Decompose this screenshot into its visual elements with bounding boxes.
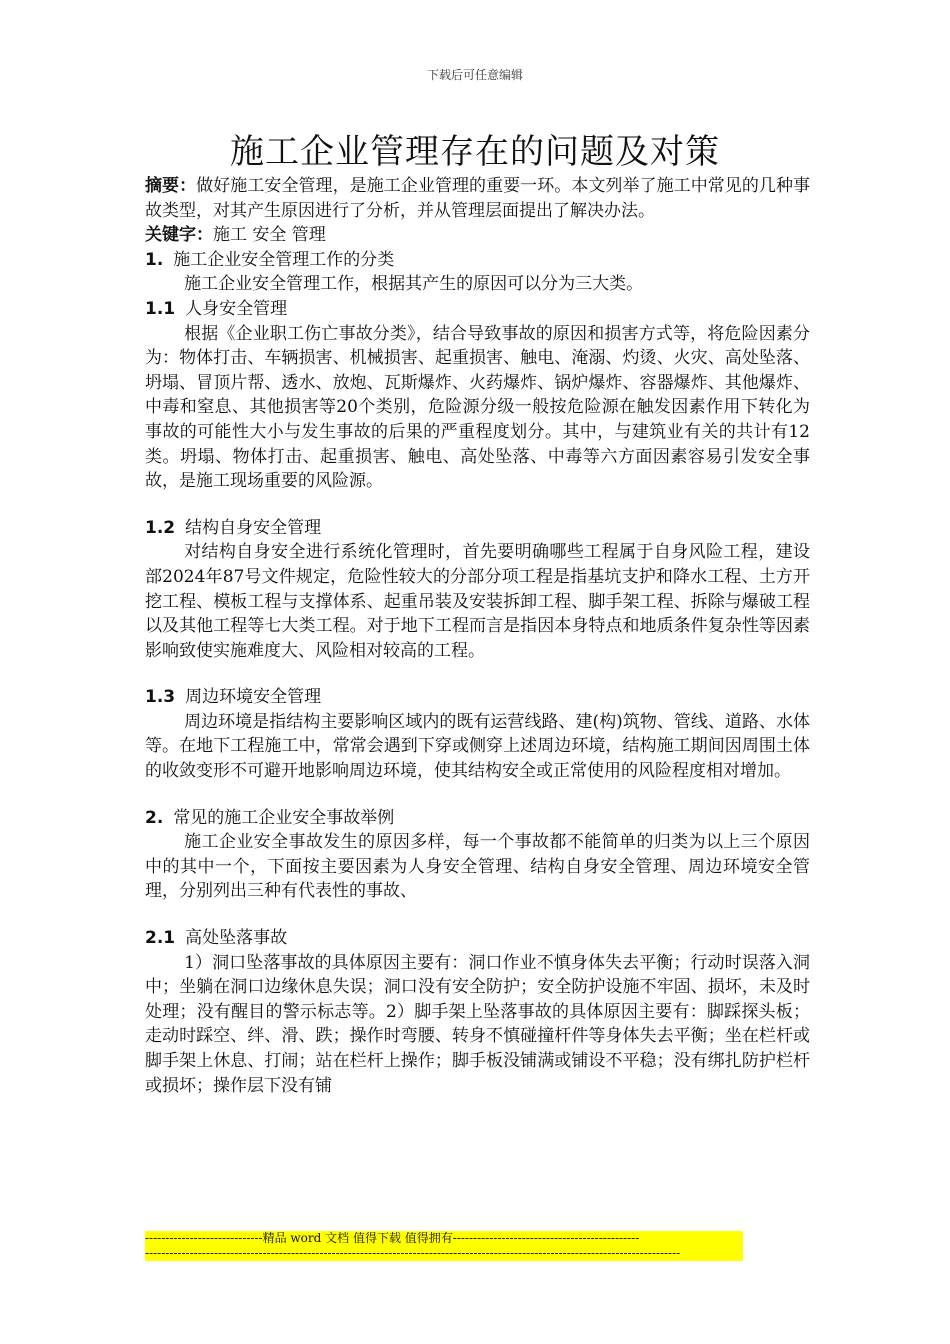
- abstract: [145, 174, 810, 223]
- keywords-label: 关键字：: [145, 225, 213, 246]
- section-body-1: 施工企业安全管理工作，根据其产生的原因可以分为三大类。: [184, 274, 644, 295]
- section-heading-2-1: [145, 926, 810, 951]
- section-body-1-1: 根据《企业职工伤亡事故分类》，结合导致事故的原因和损害方式等，将危险因素分为：物体打击、车辆损害、机械损害、起重损害、触电、淹溺、灼烫、火灾、高处坠落、坍塌、冒顶片帮、透水、放炮、瓦斯爆炸、火药爆炸、锅炉爆炸、容器爆炸、其他爆炸、中毒和窒息、其他损害等20个类别，危险源分级一般按危险源在触发因素作用下转化为事故的可能性大小与发生事故的后果的严重程度划分。其中，与建筑业有关的共计有12类。坍塌、物体打击、起重损害、触电、高处坠落、中毒等六方面因素容易引发安全事故，是施工现场重要的风险源。: [145, 323, 810, 492]
- keywords: [145, 223, 810, 248]
- section-body-2-1: 1）洞口坠落事故的具体原因主要有：洞口作业不慎身体失去平衡；行动时误落入洞中；坐躺在洞口边缘休息失误；洞口没有安全防护；安全防护设施不牢固、损坏，未及时处理；没有醒目的警示标志等。2）脚手架上坠落事故的具体原因主要有：脚踩探头板；走动时踩空、绊、滑、跌；操作时弯腰、转身不慎碰撞杆件等身体失去平衡；坐在栏杆或脚手架上休息、打闹；站在栏杆上操作；脚手板没铺满或铺设不平稳；没有绑扎防护栏杆或损坏；操作层下没有铺: [145, 952, 810, 1096]
- section-number: 1.1: [145, 298, 176, 319]
- keywords-text: 施工 安全 管理: [213, 225, 326, 246]
- section-heading-1-3: [145, 685, 810, 710]
- section-title: 结构自身安全管理: [185, 517, 322, 538]
- section-title: 高处坠落事故: [185, 928, 288, 949]
- section-number: 2.1: [145, 928, 176, 949]
- section-title: 常见的施工企业安全事故举例: [173, 807, 395, 828]
- section-body-1-3: 周边环境是指结构主要影响区域内的既有运营线路、建(构)筑物、管线、道路、水体等。在地下工程施工中，常常会遇到下穿或侧穿上述周边环境，结构施工期间因周围土体的收敛变形不可避开地影响周边环境，使其结构安全或正常使用的风险程度相对增加。: [145, 711, 810, 782]
- section-heading-1-1: [145, 297, 810, 322]
- section-heading-1: [145, 248, 810, 273]
- abstract-text: 做好施工安全管理，是施工企业管理的重要一环。本文列举了施工中常见的几种事故类型，对其产生原因进行了分析，并从管理层面提出了解决办法。: [145, 176, 811, 221]
- section-title: 施工企业安全管理工作的分类: [173, 249, 395, 270]
- section-number: 1.: [145, 249, 164, 270]
- section-heading-2: [145, 806, 810, 831]
- section-body-2: 施工企业安全事故发生的原因多样，每一个事故都不能简单的归类为以上三个原因中的其中一个，下面按主要因素为人身安全管理、结构自身安全管理、周边环境安全管理，分别列出三种有代表性的事故、: [145, 832, 810, 902]
- document-title: 施工企业管理存在的问题及对策: [230, 132, 720, 172]
- section-title: 人身安全管理: [185, 298, 288, 319]
- footer-line-2: ------------------------------------------------------------------------------------------------------------------------------------: [145, 1246, 743, 1261]
- section-body-1-2: 对结构自身安全进行系统化管理时，首先要明确哪些工程属于自身风险工程，建设部2024年87号文件规定，危险性较大的分部分项工程是指基坑支护和降水工程、土方开挖工程、模板工程与支撑体系、起重吊装及安装拆卸工程、脚手架工程、拆除与爆破工程以及其他工程等七大类工程。对于地下工程而言是指因本身特点和地质条件复杂性等因素影响致使实施难度大、风险相对较高的工程。: [145, 542, 810, 661]
- footer-banner: [145, 1231, 743, 1261]
- header-note: 下载后可任意编辑: [426, 68, 523, 82]
- abstract-label: 摘要：: [145, 176, 197, 196]
- footer-line-1: -----------------------------精品 word 文档 值得下载 值得拥有----------------------------------------------: [145, 1231, 743, 1246]
- section-number: 1.2: [145, 517, 176, 538]
- section-number: 1.3: [145, 687, 176, 708]
- section-title: 周边环境安全管理: [185, 687, 322, 708]
- section-heading-1-2: [145, 516, 810, 541]
- document-body: [145, 174, 810, 1098]
- section-number: 2.: [145, 807, 164, 828]
